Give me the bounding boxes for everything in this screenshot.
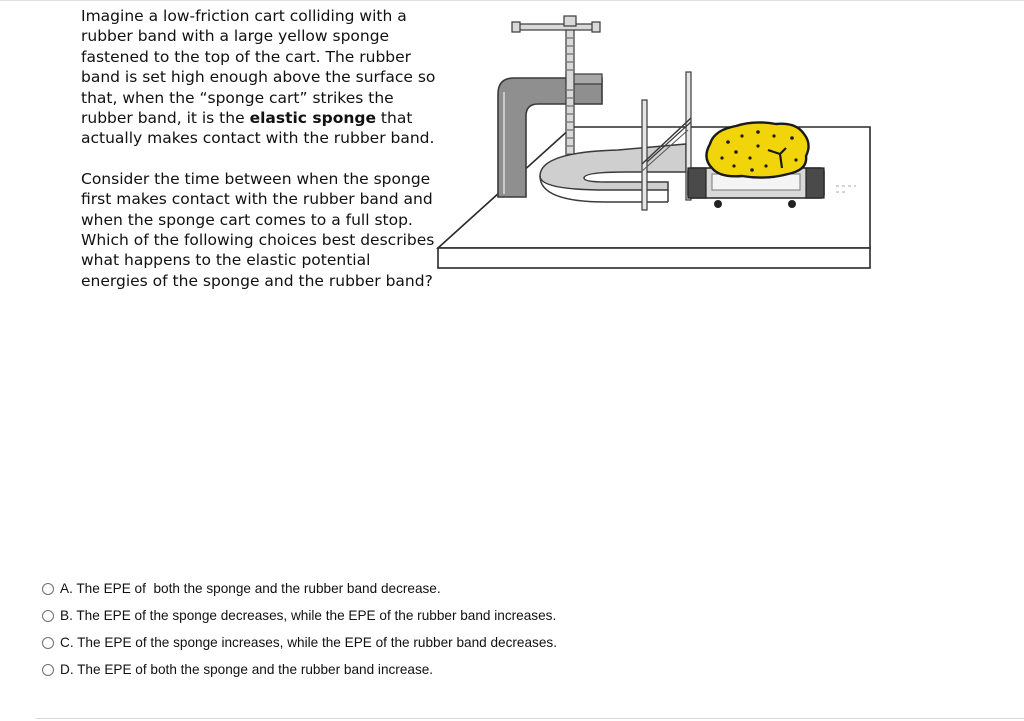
bottom-divider <box>36 718 1024 719</box>
radio-button-d[interactable] <box>42 664 54 676</box>
choice-a-label: A. The EPE of both the sponge and the rubber band decrease. <box>60 581 441 596</box>
question-paragraph-1: Imagine a low-friction cart colliding with a rubber band with a large yellow sponge fastened to the top of the cart. The rubber band is set high enough above the surface so that, when the “sponge cart” strikes the rubber band, it is the elastic sponge that actually makes contact with the rubber band. <box>81 7 436 148</box>
emphasis-elastic-sponge: elastic sponge <box>249 109 376 128</box>
choice-c-label: C. The EPE of the sponge increases, while the EPE of the rubber band decreases. <box>60 635 557 650</box>
radio-button-a[interactable] <box>42 583 54 595</box>
top-divider <box>0 0 1024 1</box>
choice-d-label: D. The EPE of both the sponge and the rubber band increase. <box>60 662 434 677</box>
yellow-sponge <box>706 122 808 177</box>
choice-b[interactable] <box>42 602 557 629</box>
radio-button-c[interactable] <box>42 637 54 649</box>
choice-c[interactable] <box>42 629 557 656</box>
radio-button-b[interactable] <box>42 610 54 622</box>
choice-a[interactable] <box>42 575 557 602</box>
answer-choices <box>42 575 557 683</box>
question-paragraph-2: Consider the time between when the sponge first makes contact with the rubber band and when the sponge cart comes to a full stop. Which of the following choices best describes what happens to the elastic potential energies of the sponge and the rubber band? <box>81 169 435 290</box>
choice-b-label: B. The EPE of the sponge decreases, while the EPE of the rubber band increases. <box>60 608 557 623</box>
sponge-cart-diagram <box>436 12 872 274</box>
sponge-cart-illustration <box>436 12 872 274</box>
choice-d[interactable] <box>42 656 557 683</box>
question-text <box>81 6 441 291</box>
